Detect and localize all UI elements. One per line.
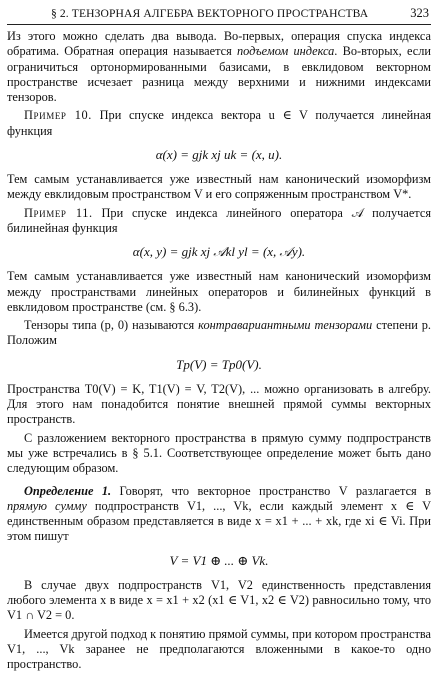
section-title: § 2. ТЕНЗОРНАЯ АЛГЕБРА ВЕКТОРНОГО ПРОСТРАНСТВА [50, 7, 369, 20]
example-10-label: Пример 10. [24, 108, 92, 123]
example-10: Пример 10. При спуске индекса вектора u ∈ V получается линейная функция [7, 108, 431, 138]
running-header [7, 6, 431, 25]
page-number: 323 [410, 6, 429, 20]
paragraph-algebra: Пространства T0(V) = K, T1(V) = V, T2(V), ... можно организовать в алгебру. Для этого нам понадобится понятие внешней прямой суммы векторных пространств. [7, 381, 431, 427]
paragraph-contravariant: Тензоры типа (p, 0) называются контравариантными тензорами степени p. Положим [7, 318, 432, 348]
paragraph-two-subspaces: В случае двух подпространств V1, V2 единственность представления любого элемента x в виде x = x1 + x2 (x1 ∈ V1, x2 ∈ V2) равносильно тому, что V1 ∩ V2 = 0. [7, 577, 431, 623]
definition-1-label: Определение 1. [24, 483, 112, 498]
formula-ex10: α(x) = gjk xj uk = (x, u). [155, 147, 283, 163]
paragraph-ex11-result: Тем самым устанавливается уже известный нам канонический изоморфизм между пространствами линейных операторов и билинейных функций в евклидовом пространстве (см. § 6.3). [7, 269, 431, 314]
example-11: Пример 11. При спуске индекса линейного оператора 𝒜 получается билинейная функция [7, 205, 431, 235]
paragraph-conclusions: Из этого можно сделать два вывода. Во-первых, операция спуска индекса обратима. Обратная операция называется подъемом индекса. Во-вторых, если ограничиться ортонормированными базисами, в евклидовом векторном пространстве исчезает разница между верхними и нижними индексами тензоров. [7, 29, 431, 105]
term-contravariant: контравариантными тензорами [198, 318, 373, 333]
formula-ex11: α(x, y) = gjk xj 𝒜kl yl = (x, 𝒜y). [132, 244, 306, 260]
definition-1: Определение 1. Говорят, что векторное пространство V разлагается в прямую сумму подпространств V1, ..., Vk, если каждый элемент x ∈ V единственным образом представляется в виде x = x1 + ... + xk, где xi ∈ Vi. При этом пишут [7, 483, 431, 544]
paragraph-ex10-result: Тем самым устанавливается уже известный нам канонический изоморфизм между евклидовым пространством V и его сопряженным пространством V*. [7, 172, 431, 202]
paragraph-other-approach: Имеется другой подход к понятию прямой суммы, при котором пространства V1, ..., Vk заранее не предполагаются вложенными в какое-то одно пространство. [7, 626, 431, 672]
term-direct-sum: прямую сумму [7, 498, 87, 513]
term-raising-index: подъемом индекса [236, 44, 335, 59]
formula-direct-sum: V = V1 ⊕ ... ⊕ Vk. [169, 552, 269, 568]
example-11-label: Пример 11. [24, 205, 93, 220]
paragraph-direct-sum: С разложением векторного пространства в прямую сумму подпространств мы уже встречались в § 5.1. Соответствующее определение может быть дано следующим образом. [7, 430, 431, 476]
formula-tp: Tp(V) = Tp0(V). [176, 356, 262, 372]
